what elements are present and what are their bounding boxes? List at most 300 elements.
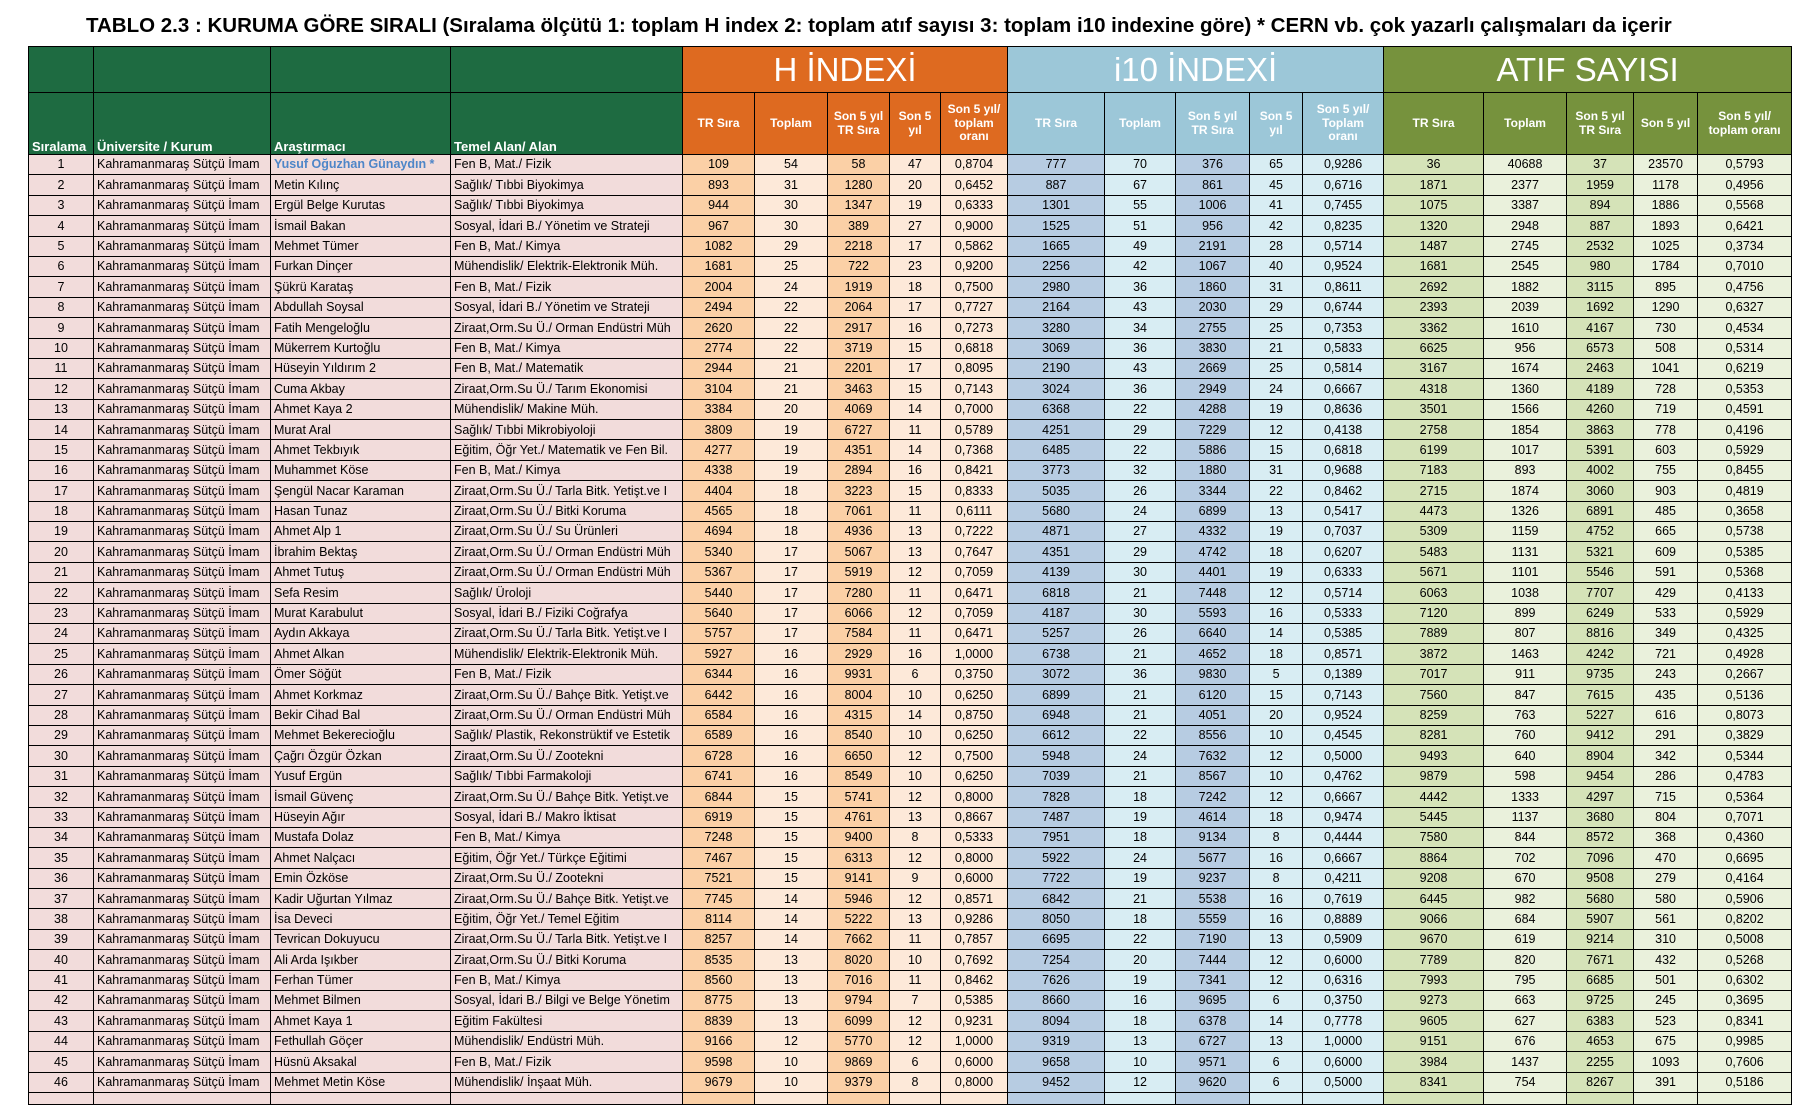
- university-cell: Kahramanmaraş Sütçü İmam: [94, 766, 271, 786]
- citation-cell: 0,5186: [1698, 1072, 1792, 1092]
- citation-cell: 903: [1634, 481, 1698, 501]
- h-index-cell: 12: [890, 848, 941, 868]
- h-index-cell: 6741: [683, 766, 755, 786]
- researcher-cell: Mehmet Metin Köse: [271, 1072, 451, 1092]
- empty-cell: [1634, 1092, 1698, 1104]
- h-index-cell: 15: [890, 338, 941, 358]
- i10-index-cell: 6485: [1008, 440, 1105, 460]
- i10-index-cell: 4251: [1008, 420, 1105, 440]
- i10-index-cell: 4614: [1176, 807, 1250, 827]
- i10-index-cell: 0,5000: [1303, 1072, 1384, 1092]
- h-index-cell: 4936: [828, 522, 890, 542]
- field-cell: Fen B, Mat./ Fizik: [451, 155, 683, 175]
- researcher-cell: Ahmet Nalçacı: [271, 848, 451, 868]
- citation-cell: 1487: [1384, 236, 1484, 256]
- i10-index-cell: 7444: [1176, 950, 1250, 970]
- i10-index-cell: 7626: [1008, 970, 1105, 990]
- citation-cell: 1674: [1484, 358, 1567, 378]
- h-index-cell: 27: [890, 216, 941, 236]
- rank-cell: 6: [29, 256, 94, 276]
- i10-index-cell: 40: [1250, 256, 1303, 276]
- i10-index-cell: 7828: [1008, 787, 1105, 807]
- field-cell: Sağlık/ Tıbbi Farmakoloji: [451, 766, 683, 786]
- h-index-cell: 19: [755, 440, 828, 460]
- citation-cell: 3501: [1384, 399, 1484, 419]
- citation-cell: 501: [1634, 970, 1698, 990]
- i10-index-cell: 0,6667: [1303, 848, 1384, 868]
- h-index-cell: 12: [890, 1011, 941, 1031]
- i10-index-cell: 36: [1105, 664, 1176, 684]
- h-index-cell: 10: [890, 725, 941, 745]
- citation-cell: 523: [1634, 1011, 1698, 1031]
- i10-index-cell: 2190: [1008, 358, 1105, 378]
- field-cell: Ziraat,Orm.Su Ü./ Bitki Koruma: [451, 501, 683, 521]
- citation-cell: 3362: [1384, 318, 1484, 338]
- i10-index-cell: 0,5909: [1303, 929, 1384, 949]
- rank-cell: 20: [29, 542, 94, 562]
- citation-cell: 6249: [1567, 603, 1634, 623]
- university-cell: Kahramanmaraş Sütçü İmam: [94, 725, 271, 745]
- citation-cell: 561: [1634, 909, 1698, 929]
- citation-cell: 807: [1484, 623, 1567, 643]
- citation-cell: 8259: [1384, 705, 1484, 725]
- h-index-cell: 4315: [828, 705, 890, 725]
- h-index-cell: 17: [755, 623, 828, 643]
- citation-cell: 391: [1634, 1072, 1698, 1092]
- i10-index-cell: 6640: [1176, 623, 1250, 643]
- h-index-cell: 22: [755, 297, 828, 317]
- citation-cell: 676: [1484, 1031, 1567, 1051]
- page-title: TABLO 2.3 : KURUMA GÖRE SIRALI (Sıralama ölçütü 1: toplam H index 2: toplam atıf sayısı 3: toplam i10 indexine göre) * CERN vb. çok yazarlı çalışmaları da içerir: [86, 14, 1672, 37]
- field-cell: Ziraat,Orm.Su Ü./ Orman Endüstri Müh: [451, 705, 683, 725]
- h-index-cell: 58: [828, 155, 890, 175]
- i10-index-cell: 12: [1250, 970, 1303, 990]
- h-index-cell: 13: [755, 991, 828, 1011]
- citation-cell: 9066: [1384, 909, 1484, 929]
- citation-cell: 0,4928: [1698, 644, 1792, 664]
- citation-cell: 6625: [1384, 338, 1484, 358]
- h-index-cell: 2929: [828, 644, 890, 664]
- citation-cell: 0,5344: [1698, 746, 1792, 766]
- h-index-cell: 1347: [828, 195, 890, 215]
- h-index-cell: 12: [890, 746, 941, 766]
- i10-index-cell: 6120: [1176, 685, 1250, 705]
- h-index-cell: 6442: [683, 685, 755, 705]
- h-index-cell: 7248: [683, 827, 755, 847]
- citation-cell: 640: [1484, 746, 1567, 766]
- table-row: [29, 216, 1792, 236]
- citation-cell: 36: [1384, 155, 1484, 175]
- h-index-cell: 7745: [683, 889, 755, 909]
- citation-cell: 580: [1634, 889, 1698, 909]
- i10-index-cell: 1006: [1176, 195, 1250, 215]
- university-cell: Kahramanmaraş Sütçü İmam: [94, 358, 271, 378]
- university-cell: Kahramanmaraş Sütçü İmam: [94, 297, 271, 317]
- h-index-cell: 0,9231: [941, 1011, 1008, 1031]
- i10-index-cell: 6: [1250, 991, 1303, 1011]
- h-index-cell: 0,7727: [941, 297, 1008, 317]
- researcher-cell: Mehmet Bilmen: [271, 991, 451, 1011]
- citation-cell: 286: [1634, 766, 1698, 786]
- h-index-cell: 8: [890, 1072, 941, 1092]
- rank-cell: 15: [29, 440, 94, 460]
- citation-cell: 4473: [1384, 501, 1484, 521]
- h-index-cell: 16: [755, 685, 828, 705]
- citation-cell: 0,5929: [1698, 603, 1792, 623]
- citation-cell: 627: [1484, 1011, 1567, 1031]
- citation-cell: 0,9985: [1698, 1031, 1792, 1051]
- h-index-cell: 31: [755, 175, 828, 195]
- i10-index-cell: 36: [1105, 277, 1176, 297]
- i10-index-cell: 5257: [1008, 623, 1105, 643]
- table-row: [29, 603, 1792, 623]
- citation-cell: 1159: [1484, 522, 1567, 542]
- citation-cell: 8341: [1384, 1072, 1484, 1092]
- citation-cell: 2545: [1484, 256, 1567, 276]
- i10-index-cell: 0,6000: [1303, 950, 1384, 970]
- i10-index-cell: 5680: [1008, 501, 1105, 521]
- h-index-cell: 0,8750: [941, 705, 1008, 725]
- researcher-cell: Abdullah Soysal: [271, 297, 451, 317]
- i10-index-cell: 0,5385: [1303, 623, 1384, 643]
- citation-cell: 7707: [1567, 583, 1634, 603]
- col-header-cit-ratio: Son 5 yıl/ toplam oranı: [1698, 93, 1792, 155]
- rank-cell: 37: [29, 889, 94, 909]
- rank-cell: 16: [29, 460, 94, 480]
- h-index-cell: 13: [755, 950, 828, 970]
- h-index-cell: 15: [890, 481, 941, 501]
- i10-index-cell: 6695: [1008, 929, 1105, 949]
- col-header-i10-tr-rank: TR Sıra: [1008, 93, 1105, 155]
- h-index-cell: 8114: [683, 909, 755, 929]
- h-index-cell: 13: [890, 909, 941, 929]
- i10-index-cell: 12: [1250, 583, 1303, 603]
- citation-cell: 6063: [1384, 583, 1484, 603]
- citation-cell: 0,5793: [1698, 155, 1792, 175]
- h-index-cell: 0,3750: [941, 664, 1008, 684]
- researcher-link[interactable]: Yusuf Oğuzhan Günaydın *: [271, 155, 451, 175]
- i10-index-cell: 28: [1250, 236, 1303, 256]
- i10-index-cell: 4051: [1176, 705, 1250, 725]
- h-index-cell: 7061: [828, 501, 890, 521]
- i10-index-cell: 7487: [1008, 807, 1105, 827]
- citation-cell: 349: [1634, 623, 1698, 643]
- i10-index-cell: 3069: [1008, 338, 1105, 358]
- i10-index-cell: 70: [1105, 155, 1176, 175]
- h-index-cell: 7521: [683, 868, 755, 888]
- h-index-cell: 1082: [683, 236, 755, 256]
- citation-cell: 8267: [1567, 1072, 1634, 1092]
- citation-cell: 619: [1484, 929, 1567, 949]
- h-index-cell: 12: [755, 1031, 828, 1051]
- table-row: [29, 562, 1792, 582]
- i10-index-cell: 0,4138: [1303, 420, 1384, 440]
- i10-index-cell: 3773: [1008, 460, 1105, 480]
- citation-cell: 887: [1567, 216, 1634, 236]
- h-index-cell: 13: [755, 1011, 828, 1031]
- i10-index-cell: 7722: [1008, 868, 1105, 888]
- empty-row: [29, 1092, 1792, 1104]
- table-row: [29, 256, 1792, 276]
- citation-cell: 279: [1634, 868, 1698, 888]
- h-index-cell: 0,7000: [941, 399, 1008, 419]
- h-index-cell: 2774: [683, 338, 755, 358]
- university-cell: Kahramanmaraş Sütçü İmam: [94, 970, 271, 990]
- i10-index-cell: 7242: [1176, 787, 1250, 807]
- university-cell: Kahramanmaraş Sütçü İmam: [94, 216, 271, 236]
- university-cell: Kahramanmaraş Sütçü İmam: [94, 501, 271, 521]
- h-index-cell: 2004: [683, 277, 755, 297]
- h-index-cell: 30: [755, 216, 828, 236]
- field-cell: Sosyal, İdari B./ Makro İktisat: [451, 807, 683, 827]
- h-index-cell: 11: [890, 420, 941, 440]
- h-index-cell: 1,0000: [941, 644, 1008, 664]
- h-index-cell: 14: [890, 705, 941, 725]
- university-cell: Kahramanmaraş Sütçü İmam: [94, 277, 271, 297]
- h-index-cell: 5067: [828, 542, 890, 562]
- i10-index-cell: 13: [1105, 1031, 1176, 1051]
- i10-index-cell: 0,7619: [1303, 889, 1384, 909]
- rank-cell: 13: [29, 399, 94, 419]
- university-cell: Kahramanmaraş Sütçü İmam: [94, 868, 271, 888]
- i10-index-cell: 34: [1105, 318, 1176, 338]
- citation-cell: 3872: [1384, 644, 1484, 664]
- citation-cell: 0,5353: [1698, 379, 1792, 399]
- citation-cell: 533: [1634, 603, 1698, 623]
- citation-cell: 609: [1634, 542, 1698, 562]
- table-row: [29, 909, 1792, 929]
- h-index-cell: 967: [683, 216, 755, 236]
- researcher-cell: Ahmet Alp 1: [271, 522, 451, 542]
- rank-cell: 18: [29, 501, 94, 521]
- citation-cell: 719: [1634, 399, 1698, 419]
- h-index-cell: 8560: [683, 970, 755, 990]
- rank-cell: 23: [29, 603, 94, 623]
- researcher-cell: Şengül Nacar Karaman: [271, 481, 451, 501]
- citation-cell: 598: [1484, 766, 1567, 786]
- rank-cell: 31: [29, 766, 94, 786]
- citation-cell: 2039: [1484, 297, 1567, 317]
- h-index-cell: 18: [890, 277, 941, 297]
- rank-cell: 10: [29, 338, 94, 358]
- h-index-cell: 0,8000: [941, 787, 1008, 807]
- field-cell: Eğitim, Öğr Yet./ Temel Eğitim: [451, 909, 683, 929]
- i10-index-cell: 4871: [1008, 522, 1105, 542]
- citation-cell: 844: [1484, 827, 1567, 847]
- i10-index-cell: 0,6818: [1303, 440, 1384, 460]
- citation-cell: 0,4956: [1698, 175, 1792, 195]
- i10-index-cell: 2669: [1176, 358, 1250, 378]
- citation-cell: 7615: [1567, 685, 1634, 705]
- citation-cell: 432: [1634, 950, 1698, 970]
- citation-cell: 4260: [1567, 399, 1634, 419]
- h-index-cell: 10: [755, 1072, 828, 1092]
- citation-cell: 508: [1634, 338, 1698, 358]
- h-index-cell: 16: [890, 318, 941, 338]
- table-body: [29, 155, 1792, 1105]
- h-index-cell: 16: [755, 766, 828, 786]
- i10-index-cell: 4742: [1176, 542, 1250, 562]
- h-index-cell: 20: [755, 399, 828, 419]
- citation-cell: 1290: [1634, 297, 1698, 317]
- university-cell: Kahramanmaraş Sütçü İmam: [94, 338, 271, 358]
- h-index-cell: 0,7692: [941, 950, 1008, 970]
- i10-index-cell: 18: [1105, 1011, 1176, 1031]
- i10-index-cell: 2191: [1176, 236, 1250, 256]
- i10-index-cell: 30: [1105, 603, 1176, 623]
- university-cell: Kahramanmaraş Sütçü İmam: [94, 827, 271, 847]
- h-index-cell: 8004: [828, 685, 890, 705]
- i10-index-cell: 0,5714: [1303, 236, 1384, 256]
- h-index-cell: 22: [755, 318, 828, 338]
- col-header-h-ratio: Son 5 yıl/ toplam oranı: [941, 93, 1008, 155]
- h-index-cell: 6066: [828, 603, 890, 623]
- h-index-cell: 5741: [828, 787, 890, 807]
- table-row: [29, 827, 1792, 847]
- citation-cell: 702: [1484, 848, 1567, 868]
- field-cell: Ziraat,Orm.Su Ü./ Bahçe Bitk. Yetişt.ve: [451, 787, 683, 807]
- i10-index-cell: 0,7143: [1303, 685, 1384, 705]
- i10-index-cell: 16: [1250, 848, 1303, 868]
- university-cell: Kahramanmaraş Sütçü İmam: [94, 991, 271, 1011]
- university-cell: Kahramanmaraş Sütçü İmam: [94, 460, 271, 480]
- h-index-cell: 14: [755, 889, 828, 909]
- citation-cell: 7671: [1567, 950, 1634, 970]
- i10-index-cell: 2949: [1176, 379, 1250, 399]
- h-index-cell: 7662: [828, 929, 890, 949]
- i10-index-cell: 12: [1250, 746, 1303, 766]
- col-header-university: Üniversite / Kurum: [94, 93, 271, 155]
- i10-index-cell: 1860: [1176, 277, 1250, 297]
- table-row: [29, 1011, 1792, 1031]
- table-row: [29, 705, 1792, 725]
- citation-cell: 1041: [1634, 358, 1698, 378]
- i10-index-cell: 31: [1250, 277, 1303, 297]
- citation-cell: 3060: [1567, 481, 1634, 501]
- citation-cell: 0,8341: [1698, 1011, 1792, 1031]
- h-index-cell: 6727: [828, 420, 890, 440]
- citation-cell: 1333: [1484, 787, 1567, 807]
- citation-cell: 4752: [1567, 522, 1634, 542]
- i10-index-cell: 0,9474: [1303, 807, 1384, 827]
- field-cell: Eğitim, Öğr Yet./ Türkçe Eğitimi: [451, 848, 683, 868]
- empty-cell: [1250, 1092, 1303, 1104]
- citation-cell: 9508: [1567, 868, 1634, 888]
- citation-cell: 899: [1484, 603, 1567, 623]
- h-index-cell: 9598: [683, 1052, 755, 1072]
- table-row: [29, 155, 1792, 175]
- h-index-cell: 0,8667: [941, 807, 1008, 827]
- h-index-cell: 14: [890, 399, 941, 419]
- h-index-cell: 0,7368: [941, 440, 1008, 460]
- h-index-cell: 15: [890, 379, 941, 399]
- citation-cell: 9151: [1384, 1031, 1484, 1051]
- h-index-cell: 13: [890, 522, 941, 542]
- university-cell: Kahramanmaraş Sütçü İmam: [94, 399, 271, 419]
- i10-index-cell: 7448: [1176, 583, 1250, 603]
- corner-cell-rank: [29, 47, 94, 93]
- h-index-cell: 7016: [828, 970, 890, 990]
- h-index-cell: 16: [755, 664, 828, 684]
- researcher-cell: Şükrü Karataş: [271, 277, 451, 297]
- i10-index-cell: 0,6744: [1303, 297, 1384, 317]
- i10-index-cell: 0,4545: [1303, 725, 1384, 745]
- citation-cell: 3115: [1567, 277, 1634, 297]
- i10-index-cell: 8094: [1008, 1011, 1105, 1031]
- citation-cell: 1886: [1634, 195, 1698, 215]
- i10-index-cell: 2755: [1176, 318, 1250, 338]
- citation-cell: 3863: [1567, 420, 1634, 440]
- citation-cell: 2532: [1567, 236, 1634, 256]
- citation-cell: 1017: [1484, 440, 1567, 460]
- table-row: [29, 746, 1792, 766]
- university-cell: Kahramanmaraş Sütçü İmam: [94, 950, 271, 970]
- i10-index-cell: 2030: [1176, 297, 1250, 317]
- citation-cell: 1959: [1567, 175, 1634, 195]
- citation-cell: 5546: [1567, 562, 1634, 582]
- field-cell: Fen B, Mat./ Fizik: [451, 1052, 683, 1072]
- h-index-cell: 16: [890, 644, 941, 664]
- citation-cell: 37: [1567, 155, 1634, 175]
- citation-cell: 1038: [1484, 583, 1567, 603]
- researcher-cell: Çağrı Özgür Özkan: [271, 746, 451, 766]
- university-cell: Kahramanmaraş Sütçü İmam: [94, 583, 271, 603]
- i10-index-cell: 3344: [1176, 481, 1250, 501]
- i10-index-cell: 0,5333: [1303, 603, 1384, 623]
- citation-cell: 23570: [1634, 155, 1698, 175]
- citation-cell: 429: [1634, 583, 1698, 603]
- researcher-cell: Mehmet Bekerecioğlu: [271, 725, 451, 745]
- h-index-cell: 0,7059: [941, 562, 1008, 582]
- researcher-cell: Hüseyin Ağır: [271, 807, 451, 827]
- i10-index-cell: 5559: [1176, 909, 1250, 929]
- citation-cell: 7993: [1384, 970, 1484, 990]
- i10-index-cell: 29: [1250, 297, 1303, 317]
- citation-cell: 0,3829: [1698, 725, 1792, 745]
- h-index-cell: 0,7222: [941, 522, 1008, 542]
- h-index-cell: 1681: [683, 256, 755, 276]
- i10-index-cell: 8: [1250, 868, 1303, 888]
- field-cell: Ziraat,Orm.Su Ü./ Orman Endüstri Müh: [451, 318, 683, 338]
- i10-index-cell: 1067: [1176, 256, 1250, 276]
- citation-cell: 956: [1484, 338, 1567, 358]
- h-index-cell: 0,6471: [941, 583, 1008, 603]
- h-index-cell: 9931: [828, 664, 890, 684]
- i10-index-cell: 13: [1250, 929, 1303, 949]
- h-index-cell: 12: [890, 603, 941, 623]
- citation-cell: 760: [1484, 725, 1567, 745]
- citation-cell: 342: [1634, 746, 1698, 766]
- i10-index-cell: 4187: [1008, 603, 1105, 623]
- h-index-cell: 17: [755, 583, 828, 603]
- rank-cell: 19: [29, 522, 94, 542]
- h-index-cell: 17: [890, 297, 941, 317]
- researcher-cell: Mustafa Dolaz: [271, 827, 451, 847]
- citation-cell: 0,6695: [1698, 848, 1792, 868]
- h-index-cell: 24: [755, 277, 828, 297]
- citation-cell: 0,4325: [1698, 623, 1792, 643]
- citation-cell: 0,5364: [1698, 787, 1792, 807]
- i10-index-cell: 7039: [1008, 766, 1105, 786]
- university-cell: Kahramanmaraş Sütçü İmam: [94, 1011, 271, 1031]
- h-index-cell: 10: [890, 950, 941, 970]
- citation-cell: 470: [1634, 848, 1698, 868]
- i10-index-cell: 6899: [1008, 685, 1105, 705]
- citation-cell: 2758: [1384, 420, 1484, 440]
- h-index-cell: 0,5333: [941, 827, 1008, 847]
- citation-cell: 0,4819: [1698, 481, 1792, 501]
- citation-cell: 591: [1634, 562, 1698, 582]
